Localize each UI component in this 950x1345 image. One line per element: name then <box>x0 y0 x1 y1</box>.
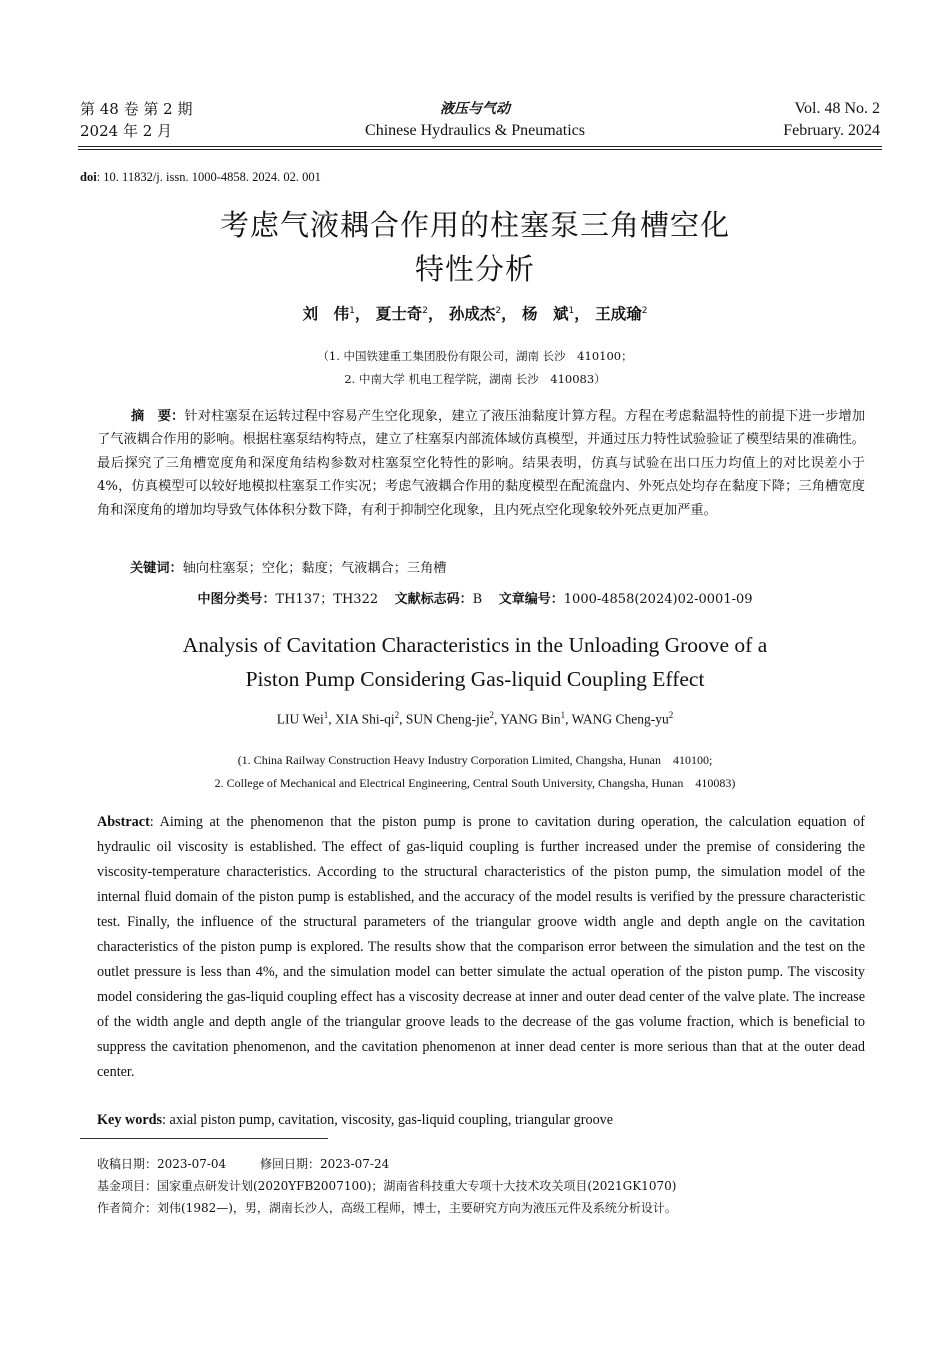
affiliations-cn <box>0 345 950 391</box>
title-cn-line2: 特性分析 <box>414 252 535 286</box>
header-right <box>783 98 880 142</box>
footnote-fund: 基金项目：国家重点研发计划(2020YFB2007100)；湖南省科技重大专项十大技术攻关项目(2021GK1070) <box>97 1179 677 1193</box>
clc-value: TH137；TH322 <box>275 592 379 607</box>
author-en: LIU Wei <box>276 711 324 727</box>
header-rule-top <box>78 146 882 147</box>
title-cn <box>0 203 950 291</box>
author-aff: 2 <box>668 710 674 720</box>
article-no-value: 1000-4858(2024)02-0001-09 <box>563 592 753 607</box>
affiliations-en <box>0 749 950 795</box>
journal-name-cn: 液压与气动 <box>440 101 510 117</box>
affiliation-en-2: 2. College of Mechanical and Electrical Engineering, Central South University, Changsha, Hunan 410083) <box>214 776 736 790</box>
affiliation-en-1: (1. China Railway Construction Heavy Industry Corporation Limited, Changsha, Hunan 410100; <box>237 753 713 767</box>
received-date: 收稿日期：2023-07-04 <box>97 1157 227 1171</box>
date-cn: 2024 年 2 月 <box>80 122 173 140</box>
author-en: SUN Cheng-jie <box>405 711 490 727</box>
author-en: YANG Bin <box>500 711 561 727</box>
title-en <box>0 628 950 696</box>
volume-en: Vol. 48 No. 2 <box>794 100 880 117</box>
footnote-author: 作者简介：刘伟(1982—)，男，湖南长沙人，高级工程师，博士，主要研究方向为液压元件及系统分析设计。 <box>97 1201 677 1215</box>
affiliation-cn-1: （1. 中国铁建重工集团股份有限公司，湖南 长沙 410100； <box>317 349 633 363</box>
author-en: XIA Shi-qi <box>334 711 395 727</box>
date-en: February. 2024 <box>783 122 880 139</box>
doi-label: doi <box>80 170 97 184</box>
author-aff: 2 <box>489 710 494 720</box>
author-aff: 2 <box>495 305 502 316</box>
doc-code-label: 文献标志码： <box>394 592 473 607</box>
doi <box>80 170 321 185</box>
article-no-label: 文章编号： <box>498 592 564 607</box>
author-en: WANG Cheng-yu <box>571 711 669 727</box>
affiliation-cn-2: 2. 中南大学 机电工程学院，湖南 长沙 410083） <box>344 372 606 386</box>
footnote-dates <box>97 1153 389 1175</box>
keywords-cn <box>130 557 447 576</box>
clc-label: 中图分类号： <box>197 592 276 607</box>
keywords-en-label: Key words <box>97 1112 163 1128</box>
doi-value: : 10. 11832/j. issn. 1000-4858. 2024. 02. 001 <box>96 170 321 184</box>
keywords-cn-label: 关键词： <box>130 561 183 576</box>
abstract-cn-label: 摘 要： <box>131 409 185 424</box>
author-cn: 杨 斌 <box>522 305 569 323</box>
volume-cn: 第 48 卷 第 2 期 <box>80 100 193 118</box>
abstract-en <box>97 810 865 1085</box>
author-cn: 孙成杰 <box>448 305 496 323</box>
footnote-rule <box>80 1138 328 1139</box>
revised-date: 修回日期：2023-07-24 <box>260 1157 390 1171</box>
title-cn-line1: 考虑气液耦合作用的柱塞泵三角槽空化 <box>219 208 730 242</box>
doc-code-value: B <box>472 592 483 607</box>
author-aff: 2 <box>394 710 400 720</box>
header-rule-bottom <box>78 149 882 150</box>
author-aff: 1 <box>568 305 575 316</box>
classification <box>0 588 950 607</box>
title-en-line1: Analysis of Cavitation Characteristics in the Unloading Groove of a <box>182 633 768 657</box>
authors-cn: 刘 伟$^1$， 夏士奇$^2$， 孙成杰$^2$， 杨 斌$^1$， 王成瑜$^2$ <box>302 305 648 323</box>
author-aff: 1 <box>323 710 329 720</box>
abstract-en-text: : Aiming at the phenomenon that the piston pump is prone to cavitation during operation, the calculation equation of hydraulic oil viscosity is established. The effect of gas-liquid coupling is further increased under the premise of considering the viscosity-temperature characteristics. According to the structural characteristics of the piston pump, the simulation model of the internal fluid domain of the piston pump is established, and the accuracy of the model results is verified by the pressure characteristic test. Finally, the influence of the structural parameters of the triangular groove width angle and depth angle on the cavitation characteristics of the piston pump is explored. The results show that the comparison error between the simulation and the test on the outlet pressure is less than 4%, and the simulation model can better simulate the actual operation of the piston pump. The viscosity model considering the gas-liquid coupling effect has a viscosity decrease at inner and outer dead center of the valve plate. The increase of the width angle and depth angle of the triangular groove leads to the decrease of the gas volume fraction, which is beneficial to suppress the cavitation phenomenon, and the cavitation phenomenon at inner dead center is more serious than that at the outer dead center. <box>97 814 865 1080</box>
keywords-en-text: : axial piston pump, cavitation, viscosity, gas-liquid coupling, triangular groove <box>162 1112 614 1128</box>
author-cn: 王成瑜 <box>595 305 642 323</box>
author-aff: 2 <box>641 305 648 316</box>
journal-name-en: Chinese Hydraulics & Pneumatics <box>365 122 585 139</box>
author-cn: 夏士奇 <box>375 305 423 323</box>
authors-en: LIU Wei$^1$, XIA Shi-$qi^2$, SUN Cheng-jie$^2$, YANG Bin$^1$, WANG Cheng-$yu^2$ <box>276 710 674 727</box>
keywords-cn-text: 轴向柱塞泵；空化；黏度；气液耦合；三角槽 <box>182 561 447 576</box>
abstract-cn-text: 针对柱塞泵在运转过程中容易产生空化现象，建立了液压油黏度计算方程。方程在考虑黏温特性的前提下进一步增加了气液耦合作用的影响。根据柱塞泵结构特点，建立了柱塞泵内部流体域仿真模型，并通过压力特性试验验证了模型结果的准确性。最后探究了三角槽宽度角和深度角结构参数对柱塞泵空化特性的影响。结果表明，仿真与试验在出口压力均值上的对比误差小于4%，仿真模型可以较好地模拟柱塞泵工作实况；考虑气液耦合作用的黏度模型在配流盘内、外死点处均存在黏度下降；三角槽宽度角和深度角的增加均导致气体体积分数下降，有利于抑制空化现象，且内死点空化现象较外死点更加严重。 <box>97 409 866 518</box>
author-aff: 1 <box>560 710 566 720</box>
author-aff: 2 <box>422 305 428 316</box>
author-aff: 1 <box>349 305 355 316</box>
title-en-line2: Piston Pump Considering Gas-liquid Coupling Effect <box>245 667 705 691</box>
keywords-en <box>97 1112 613 1129</box>
abstract-cn <box>97 405 865 522</box>
abstract-en-label: Abstract <box>97 814 150 830</box>
author-cn: 刘 伟 <box>302 305 350 323</box>
